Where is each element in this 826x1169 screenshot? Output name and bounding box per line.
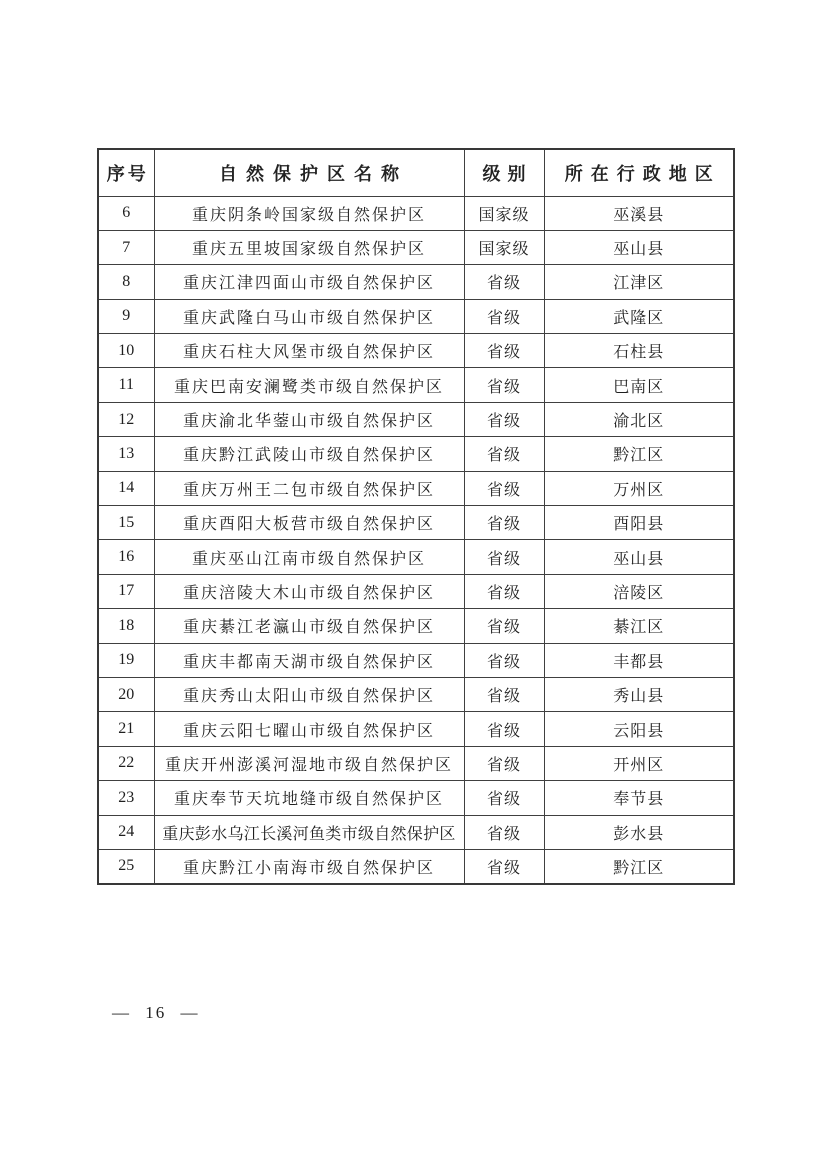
region-cell: 巫溪县 bbox=[544, 196, 734, 230]
header-cell-level: 级别 bbox=[464, 149, 544, 196]
region-cell: 开州区 bbox=[544, 746, 734, 780]
level-cell: 省级 bbox=[464, 471, 544, 505]
row-number-cell: 10 bbox=[98, 334, 154, 368]
table-row bbox=[98, 574, 734, 608]
table-row bbox=[98, 643, 734, 677]
reserve-name-cell: 重庆綦江老瀛山市级自然保护区 bbox=[154, 609, 464, 643]
row-number-cell: 17 bbox=[98, 574, 154, 608]
table-row bbox=[98, 368, 734, 402]
row-number-cell: 12 bbox=[98, 402, 154, 436]
reserve-name-cell: 重庆奉节天坑地缝市级自然保护区 bbox=[154, 781, 464, 815]
row-number-cell: 15 bbox=[98, 506, 154, 540]
reserve-name-cell: 重庆五里坡国家级自然保护区 bbox=[154, 230, 464, 264]
reserve-name-cell: 重庆巴南安澜鹭类市级自然保护区 bbox=[154, 368, 464, 402]
region-cell: 黔江区 bbox=[544, 437, 734, 471]
table-row bbox=[98, 230, 734, 264]
region-cell: 丰都县 bbox=[544, 643, 734, 677]
level-cell: 省级 bbox=[464, 781, 544, 815]
region-cell: 綦江区 bbox=[544, 609, 734, 643]
reserve-name-cell: 重庆彭水乌江长溪河鱼类市级自然保护区 bbox=[154, 815, 464, 849]
row-number-cell: 6 bbox=[98, 196, 154, 230]
reserve-name-cell: 重庆酉阳大板营市级自然保护区 bbox=[154, 506, 464, 540]
reserve-name-cell: 重庆秀山太阳山市级自然保护区 bbox=[154, 677, 464, 711]
region-cell: 巴南区 bbox=[544, 368, 734, 402]
table-row bbox=[98, 849, 734, 883]
reserve-name-cell: 重庆万州王二包市级自然保护区 bbox=[154, 471, 464, 505]
level-cell: 省级 bbox=[464, 265, 544, 299]
region-cell: 秀山县 bbox=[544, 677, 734, 711]
row-number-cell: 24 bbox=[98, 815, 154, 849]
reserve-name-cell: 重庆黔江武陵山市级自然保护区 bbox=[154, 437, 464, 471]
level-cell: 省级 bbox=[464, 506, 544, 540]
row-number-cell: 25 bbox=[98, 849, 154, 883]
table-row bbox=[98, 437, 734, 471]
row-number-cell: 7 bbox=[98, 230, 154, 264]
reserve-name-cell: 重庆江津四面山市级自然保护区 bbox=[154, 265, 464, 299]
table-row bbox=[98, 746, 734, 780]
reserve-name-cell: 重庆渝北华蓥山市级自然保护区 bbox=[154, 402, 464, 436]
row-number-cell: 9 bbox=[98, 299, 154, 333]
table-row bbox=[98, 196, 734, 230]
region-cell: 石柱县 bbox=[544, 334, 734, 368]
table-row bbox=[98, 299, 734, 333]
table-row bbox=[98, 540, 734, 574]
table-row bbox=[98, 402, 734, 436]
level-cell: 省级 bbox=[464, 815, 544, 849]
row-number-cell: 13 bbox=[98, 437, 154, 471]
region-cell: 万州区 bbox=[544, 471, 734, 505]
table-row bbox=[98, 609, 734, 643]
row-number-cell: 20 bbox=[98, 677, 154, 711]
table-row bbox=[98, 506, 734, 540]
region-cell: 彭水县 bbox=[544, 815, 734, 849]
reserve-name-cell: 重庆巫山江南市级自然保护区 bbox=[154, 540, 464, 574]
level-cell: 国家级 bbox=[464, 230, 544, 264]
table-body bbox=[98, 196, 734, 884]
row-number-cell: 16 bbox=[98, 540, 154, 574]
level-cell: 省级 bbox=[464, 402, 544, 436]
level-cell: 省级 bbox=[464, 746, 544, 780]
level-cell: 省级 bbox=[464, 299, 544, 333]
reserve-name-cell: 重庆石柱大风堡市级自然保护区 bbox=[154, 334, 464, 368]
table-row bbox=[98, 265, 734, 299]
row-number-cell: 22 bbox=[98, 746, 154, 780]
reserve-name-cell: 重庆涪陵大木山市级自然保护区 bbox=[154, 574, 464, 608]
region-cell: 涪陵区 bbox=[544, 574, 734, 608]
region-cell: 江津区 bbox=[544, 265, 734, 299]
reserve-name-cell: 重庆黔江小南海市级自然保护区 bbox=[154, 849, 464, 883]
row-number-cell: 21 bbox=[98, 712, 154, 746]
level-cell: 省级 bbox=[464, 712, 544, 746]
level-cell: 省级 bbox=[464, 540, 544, 574]
table-row bbox=[98, 471, 734, 505]
table-row bbox=[98, 815, 734, 849]
row-number-cell: 14 bbox=[98, 471, 154, 505]
row-number-cell: 11 bbox=[98, 368, 154, 402]
region-cell: 巫山县 bbox=[544, 540, 734, 574]
region-cell: 奉节县 bbox=[544, 781, 734, 815]
level-cell: 省级 bbox=[464, 368, 544, 402]
region-cell: 云阳县 bbox=[544, 712, 734, 746]
header-cell-region: 所在行政地区 bbox=[544, 149, 734, 196]
level-cell: 省级 bbox=[464, 849, 544, 883]
region-cell: 武隆区 bbox=[544, 299, 734, 333]
page-number: — 16 — bbox=[112, 1003, 200, 1022]
row-number-cell: 8 bbox=[98, 265, 154, 299]
level-cell: 省级 bbox=[464, 609, 544, 643]
region-cell: 渝北区 bbox=[544, 402, 734, 436]
reserve-name-cell: 重庆云阳七曜山市级自然保护区 bbox=[154, 712, 464, 746]
row-number-cell: 23 bbox=[98, 781, 154, 815]
level-cell: 国家级 bbox=[464, 196, 544, 230]
table-row bbox=[98, 334, 734, 368]
table-row bbox=[98, 712, 734, 746]
reserve-name-cell: 重庆开州澎溪河湿地市级自然保护区 bbox=[154, 746, 464, 780]
header-cell-name: 自然保护区名称 bbox=[154, 149, 464, 196]
table-header-row bbox=[98, 149, 734, 196]
row-number-cell: 18 bbox=[98, 609, 154, 643]
level-cell: 省级 bbox=[464, 437, 544, 471]
reserve-name-cell: 重庆武隆白马山市级自然保护区 bbox=[154, 299, 464, 333]
region-cell: 酉阳县 bbox=[544, 506, 734, 540]
level-cell: 省级 bbox=[464, 677, 544, 711]
table-row bbox=[98, 781, 734, 815]
level-cell: 省级 bbox=[464, 334, 544, 368]
reserve-name-cell: 重庆丰都南天湖市级自然保护区 bbox=[154, 643, 464, 677]
reserve-name-cell: 重庆阴条岭国家级自然保护区 bbox=[154, 196, 464, 230]
row-number-cell: 19 bbox=[98, 643, 154, 677]
reserves-table bbox=[97, 148, 735, 885]
table-row bbox=[98, 677, 734, 711]
region-cell: 黔江区 bbox=[544, 849, 734, 883]
level-cell: 省级 bbox=[464, 643, 544, 677]
region-cell: 巫山县 bbox=[544, 230, 734, 264]
header-cell-number: 序号 bbox=[98, 149, 154, 196]
level-cell: 省级 bbox=[464, 574, 544, 608]
